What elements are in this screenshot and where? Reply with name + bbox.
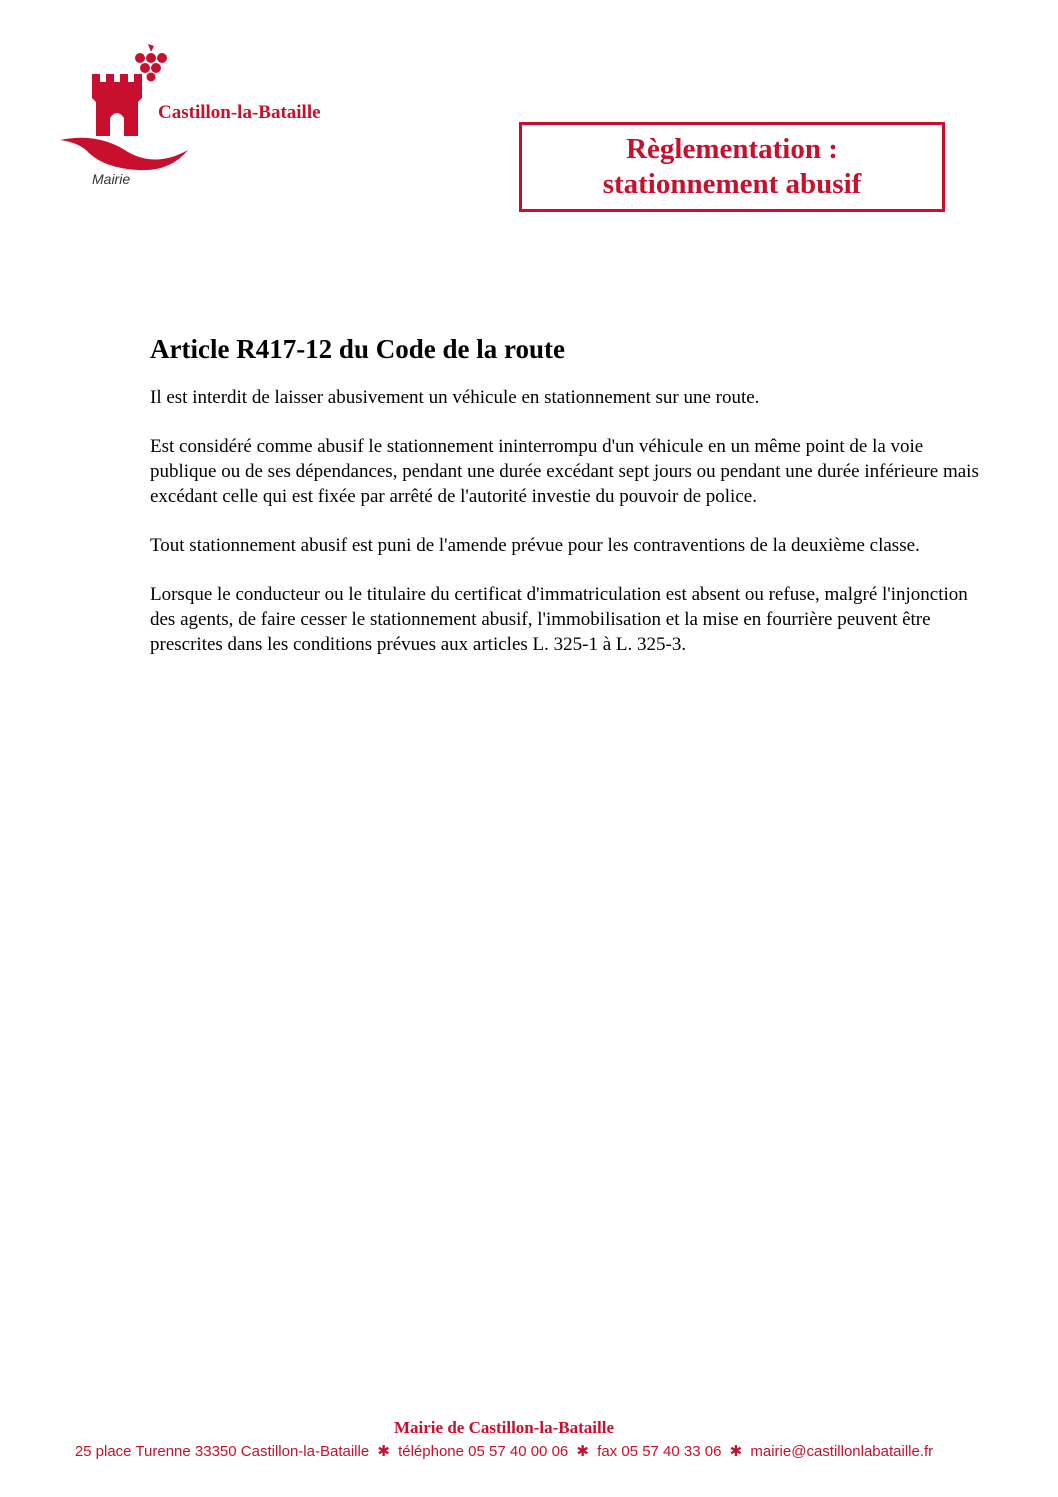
footer-address: 25 place Turenne 33350 Castillon-la-Bataille <box>74 1443 370 1460</box>
footer-email[interactable]: mairie@castillonlabataille.fr <box>750 1443 934 1460</box>
paragraph: Tout stationnement abusif est puni de l'amende prévue pour les contraventions de la deuxième classe. <box>150 535 920 556</box>
footer-contact <box>0 1442 1058 1460</box>
article-heading: Article R417-12 du Code de la route <box>150 334 565 364</box>
logo <box>58 40 378 200</box>
separator-icon: ✱ <box>377 1443 390 1460</box>
paragraph: Il est interdit de laisser abusivement un véhicule en stationnement sur une route. <box>150 387 760 408</box>
title-line-1: Règlementation : <box>626 133 838 165</box>
logo-sub: Mairie <box>92 171 131 187</box>
separator-icon: ✱ <box>576 1443 589 1460</box>
separator-icon: ✱ <box>729 1443 743 1460</box>
title-box <box>519 122 945 212</box>
logo-name: Castillon-la-Bataille <box>158 102 321 123</box>
footer-org: Mairie de Castillon-la-Bataille <box>393 1418 615 1437</box>
article <box>150 334 980 681</box>
footer-phone: téléphone 05 57 40 00 06 <box>398 1443 569 1460</box>
paragraph: Est considéré comme abusif le stationnement ininterrompu d'un véhicule en un même point de la voie publique ou de ses dépendances, pendant une durée excédant sept jours ou pendant une durée inférieure mais excédant celle qui est fixée par arrêté de l'autorité investie du pouvoir de police. <box>150 436 979 507</box>
footer-fax: fax 05 57 40 33 06 <box>597 1443 722 1460</box>
title-line-2: stationnement abusif <box>602 168 862 200</box>
paragraph: Lorsque le conducteur ou le titulaire du certificat d'immatriculation est absent ou refuse, malgré l'injonction des agents, de faire cesser le stationnement abusif, l'immobilisation et la mise en fourrière peuvent être prescrites dans les conditions prévues aux articles L. 325-1 à L. 325-3. <box>150 584 968 655</box>
